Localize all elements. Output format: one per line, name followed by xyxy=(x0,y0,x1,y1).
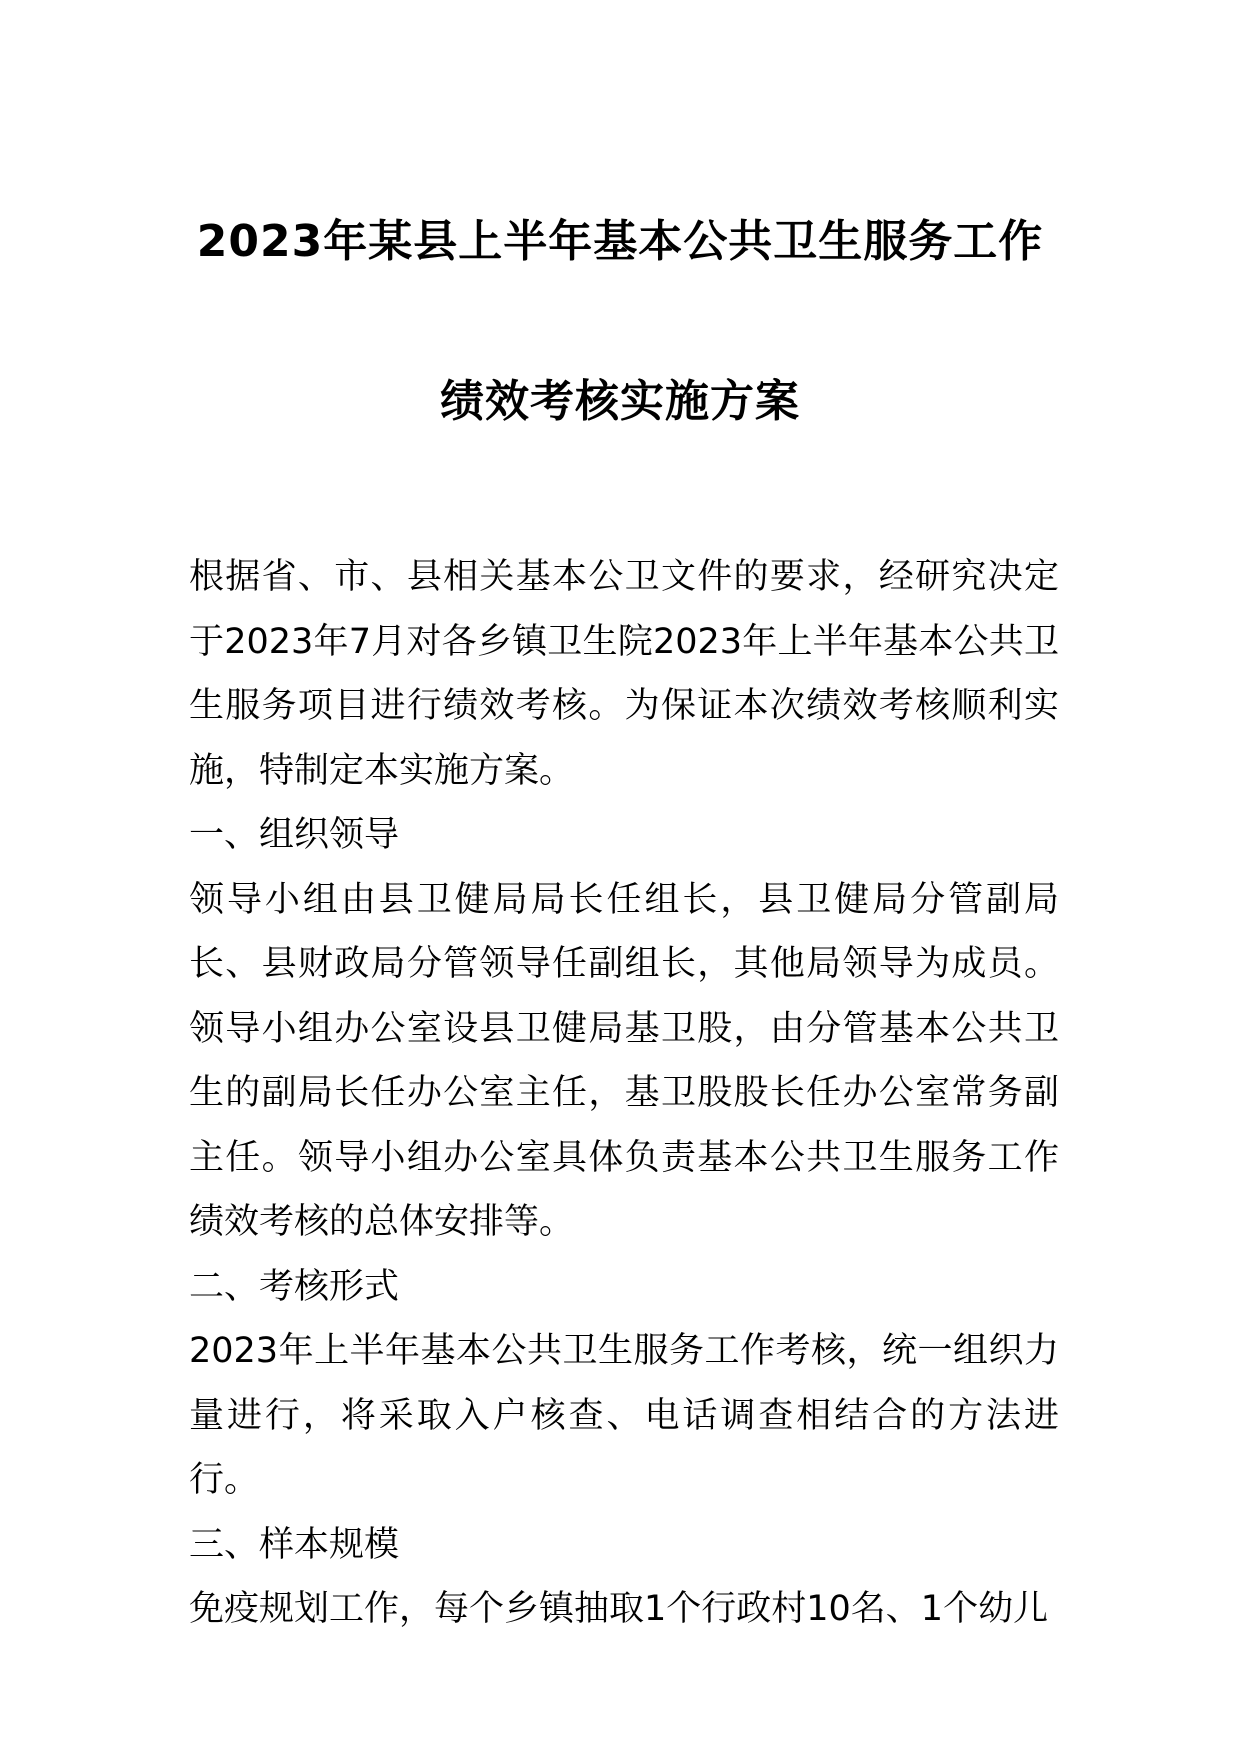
section-heading-sample-size: 三、样本规模 xyxy=(189,1524,400,1565)
section-heading-assessment-form: 二、考核形式 xyxy=(189,1266,400,1307)
document-body xyxy=(189,545,1059,1642)
section-heading-organization: 一、组织领导 xyxy=(189,815,400,855)
section-body-organization: 领导小组由县卫健局局长任组长，县卫健局分管副局长、县财政局分管领导任副组长，其他局领导为成员。领导小组办公室设县卫健局基卫股，由分管基本公共卫生的副局长任办公室主任，基卫股股长任办公室常务副主任。领导小组办公室具体负责基本公共卫生服务工作绩效考核的总体安排等。 xyxy=(189,879,1059,1242)
document-title-line-2: 绩效考核实施方案 xyxy=(440,376,800,427)
intro-paragraph: 根据省、市、县相关基本公卫文件的要求，经研究决定于2023年7月对各乡镇卫生院2023年上半年基本公共卫生服务项目进行绩效考核。为保证本次绩效考核顺利实施，特制定本实施方案。 xyxy=(189,557,1059,791)
section-body-sample-size: 免疫规划工作，每个乡镇抽取1个行政村10名、1个幼儿 xyxy=(189,1589,1049,1629)
section-body-assessment-form: 2023年上半年基本公共卫生服务工作考核，统一组织力量进行，将采取入户核查、电话调查相结合的方法进行。 xyxy=(189,1331,1059,1500)
document-title-line-1: 2023年某县上半年基本公共卫生服务工作 xyxy=(196,216,1044,267)
